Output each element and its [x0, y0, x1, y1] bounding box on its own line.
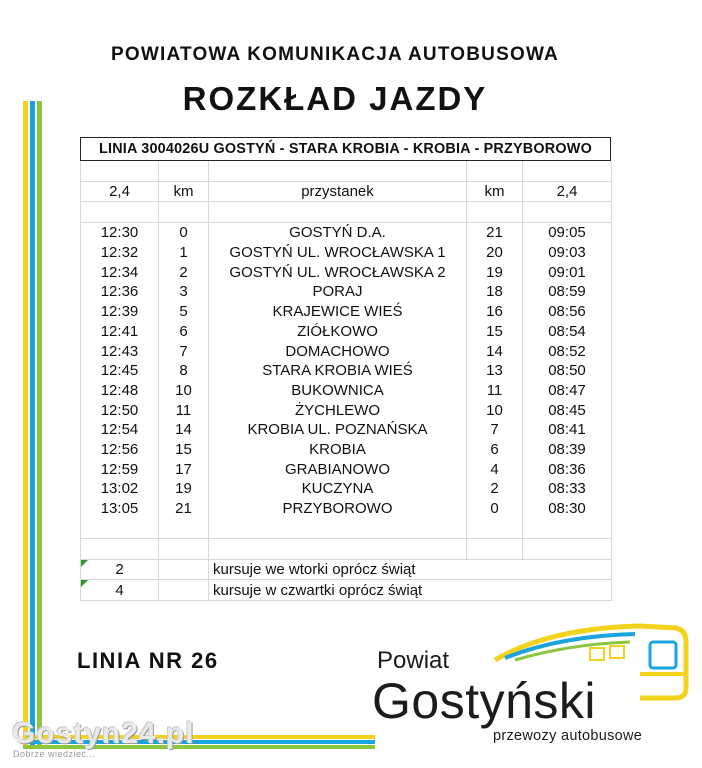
cell [81, 539, 159, 560]
logo-text-sub: przewozy autobusowe [493, 728, 643, 744]
note-row [81, 580, 612, 601]
km-out: 8 [159, 361, 209, 381]
col-header-stop: przystanek [209, 181, 467, 202]
km-out: 14 [159, 420, 209, 440]
cell [209, 518, 467, 538]
km-back: 2 [467, 479, 523, 499]
cell [523, 202, 612, 223]
km-back: 15 [467, 322, 523, 342]
watermark-sub: Dobrze wiedzieć... [13, 749, 96, 759]
departure-time: 12:50 [81, 400, 159, 420]
stop-row [81, 400, 612, 420]
cell [159, 559, 209, 580]
spacer-row [81, 518, 612, 538]
return-time: 08:45 [523, 400, 612, 420]
stop-name: KRAJEWICE WIEŚ [209, 302, 467, 322]
km-out: 19 [159, 479, 209, 499]
stop-name: KUCZYNA [209, 479, 467, 499]
return-time: 09:03 [523, 243, 612, 263]
departure-time: 12:32 [81, 243, 159, 263]
stop-name: KROBIA [209, 440, 467, 460]
km-out: 15 [159, 440, 209, 460]
return-time: 09:05 [523, 223, 612, 243]
return-time: 08:50 [523, 361, 612, 381]
km-out: 21 [159, 499, 209, 519]
line-number: LINIA NR 26 [77, 648, 219, 673]
stop-name: PRZYBOROWO [209, 499, 467, 519]
cell [81, 518, 159, 538]
km-out: 2 [159, 262, 209, 282]
col-header-km-out: km [159, 181, 209, 202]
departure-time: 12:36 [81, 282, 159, 302]
stop-row [81, 282, 612, 302]
stop-row [81, 223, 612, 243]
km-out: 10 [159, 381, 209, 401]
departure-time: 12:45 [81, 361, 159, 381]
stop-row [81, 459, 612, 479]
timetable [80, 137, 611, 601]
col-header-km-back: km [467, 181, 523, 202]
note-marker-icon [81, 560, 88, 567]
cell [523, 518, 612, 538]
decor-stripe-yellow-vertical [23, 101, 28, 749]
km-out: 5 [159, 302, 209, 322]
stop-row [81, 262, 612, 282]
km-back: 19 [467, 262, 523, 282]
logo-text-main: Gostyński [372, 673, 597, 729]
return-time: 08:30 [523, 499, 612, 519]
spacer-row [81, 202, 612, 223]
stop-row [81, 420, 612, 440]
stop-row [81, 243, 612, 263]
decor-stripe-green-vertical [37, 101, 42, 749]
stop-name: DOMACHOWO [209, 341, 467, 361]
km-back: 14 [467, 341, 523, 361]
stop-name: GOSTYŃ UL. WROCŁAWSKA 2 [209, 262, 467, 282]
note-text: kursuje w czwartki oprócz świąt [209, 580, 612, 601]
header-row [81, 181, 612, 202]
departure-time: 12:39 [81, 302, 159, 322]
note-marker-icon [81, 580, 88, 587]
stop-row [81, 341, 612, 361]
km-back: 21 [467, 223, 523, 243]
departure-time: 12:43 [81, 341, 159, 361]
stop-row [81, 479, 612, 499]
return-time: 09:01 [523, 262, 612, 282]
km-out: 1 [159, 243, 209, 263]
note-code: 4 [81, 580, 159, 601]
stop-name: ŻYCHLEWO [209, 400, 467, 420]
stop-name: STARA KROBIA WIEŚ [209, 361, 467, 381]
km-back: 0 [467, 499, 523, 519]
km-out: 7 [159, 341, 209, 361]
km-back: 16 [467, 302, 523, 322]
km-back: 7 [467, 420, 523, 440]
watermark: Gostyn24.pl [12, 717, 195, 750]
cell [467, 202, 523, 223]
return-time: 08:47 [523, 381, 612, 401]
col-header-course-out: 2,4 [81, 181, 159, 202]
stop-name: KROBIA UL. POZNAŃSKA [209, 420, 467, 440]
stop-row [81, 302, 612, 322]
page-title: ROZKŁAD JAZDY [182, 80, 488, 117]
timetable-grid [80, 161, 612, 601]
cell [467, 518, 523, 538]
return-time: 08:36 [523, 459, 612, 479]
stop-name: GOSTYŃ D.A. [209, 223, 467, 243]
km-out: 11 [159, 400, 209, 420]
col-header-course-back: 2,4 [523, 181, 612, 202]
cell [523, 539, 612, 560]
return-time: 08:33 [523, 479, 612, 499]
departure-time: 12:41 [81, 322, 159, 342]
departure-time: 12:48 [81, 381, 159, 401]
cell [159, 161, 209, 181]
note-code: 2 [81, 559, 159, 580]
cell [467, 161, 523, 181]
cell [81, 202, 159, 223]
departure-time: 12:34 [81, 262, 159, 282]
departure-time: 12:54 [81, 420, 159, 440]
stop-name: PORAJ [209, 282, 467, 302]
cell [159, 202, 209, 223]
return-time: 08:54 [523, 322, 612, 342]
return-time: 08:52 [523, 341, 612, 361]
spacer-row [81, 539, 612, 560]
stop-name: ZIÓŁKOWO [209, 322, 467, 342]
stop-name: BUKOWNICA [209, 381, 467, 401]
stop-row [81, 440, 612, 460]
org-heading: POWIATOWA KOMUNIKACJA AUTOBUSOWA [111, 44, 559, 65]
stop-row [81, 381, 612, 401]
stop-row [81, 322, 612, 342]
km-back: 10 [467, 400, 523, 420]
cell [523, 161, 612, 181]
line-title: LINIA 3004026U GOSTYŃ - STARA KROBIA - KROBIA - PRZYBOROWO [80, 137, 611, 161]
return-time: 08:39 [523, 440, 612, 460]
departure-time: 12:59 [81, 459, 159, 479]
km-back: 6 [467, 440, 523, 460]
stop-row [81, 499, 612, 519]
km-back: 11 [467, 381, 523, 401]
cell [81, 161, 159, 181]
departure-time: 12:56 [81, 440, 159, 460]
cell [209, 202, 467, 223]
spacer-row [81, 161, 612, 181]
km-out: 6 [159, 322, 209, 342]
km-out: 3 [159, 282, 209, 302]
cell [159, 518, 209, 538]
departure-time: 13:05 [81, 499, 159, 519]
return-time: 08:59 [523, 282, 612, 302]
cell [159, 580, 209, 601]
cell [209, 161, 467, 181]
km-out: 0 [159, 223, 209, 243]
cell [209, 539, 467, 560]
stop-name: GRABIANOWO [209, 459, 467, 479]
km-back: 18 [467, 282, 523, 302]
return-time: 08:56 [523, 302, 612, 322]
decor-stripe-blue-vertical [30, 101, 35, 749]
cell [159, 539, 209, 560]
note-text: kursuje we wtorki oprócz świąt [209, 559, 612, 580]
cell [467, 539, 523, 560]
km-back: 4 [467, 459, 523, 479]
stop-row [81, 361, 612, 381]
logo-text-top: Powiat [377, 647, 450, 674]
km-out: 17 [159, 459, 209, 479]
km-back: 20 [467, 243, 523, 263]
km-back: 13 [467, 361, 523, 381]
departure-time: 12:30 [81, 223, 159, 243]
departure-time: 13:02 [81, 479, 159, 499]
stop-name: GOSTYŃ UL. WROCŁAWSKA 1 [209, 243, 467, 263]
note-row [81, 559, 612, 580]
return-time: 08:41 [523, 420, 612, 440]
